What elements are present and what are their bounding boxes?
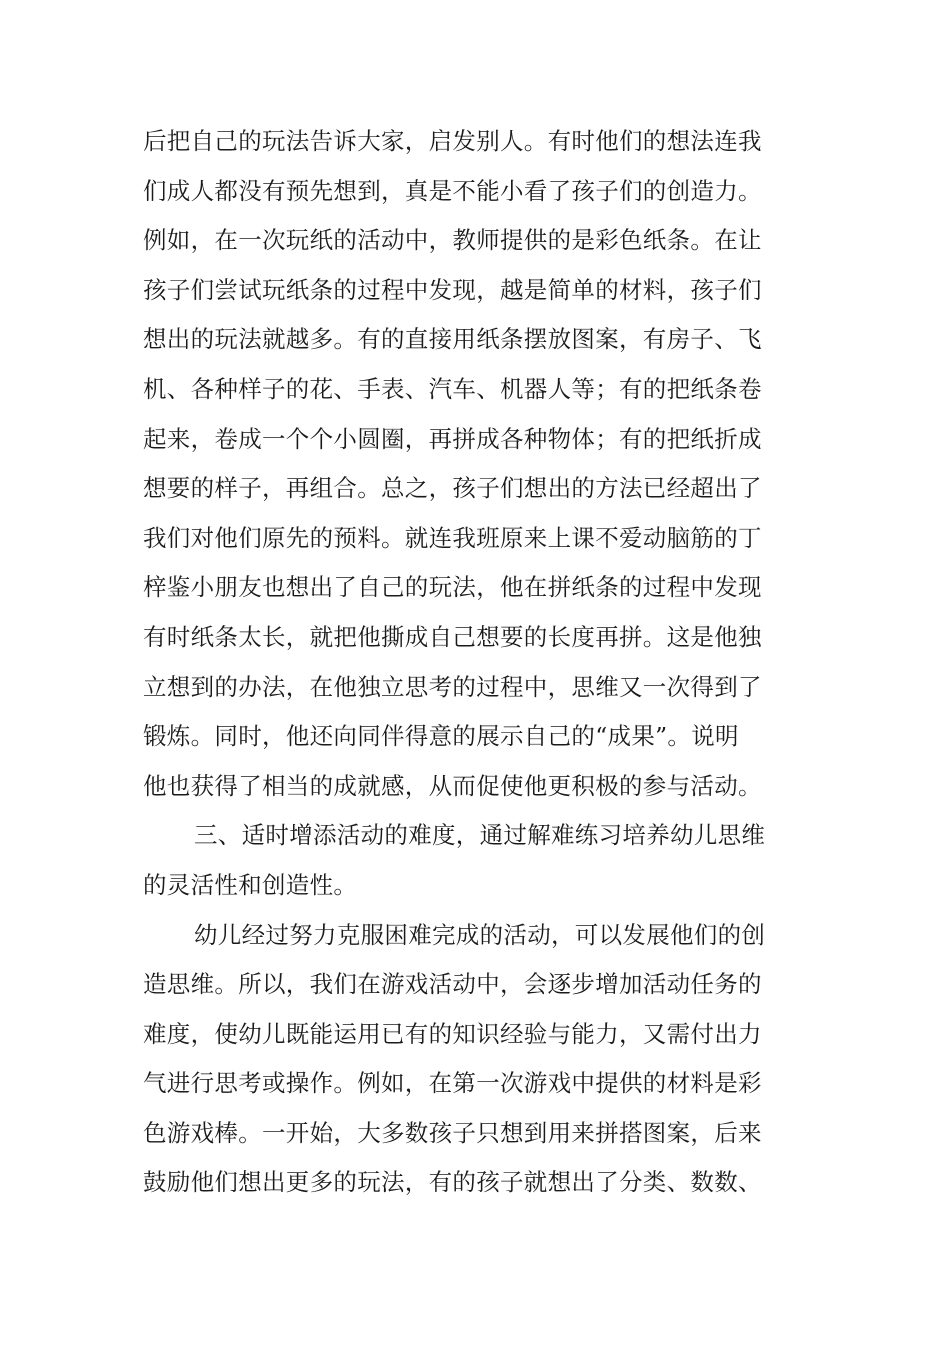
text-line: 我们对他们原先的预料。就连我班原来上课不爱动脑筋的丁 bbox=[143, 523, 762, 552]
text-line: 立想到的办法，在他独立思考的过程中，思维又一次得到了 bbox=[143, 672, 762, 701]
text-line: 气进行思考或操作。例如，在第一次游戏中提供的材料是彩 bbox=[143, 1069, 762, 1098]
text-line: 他也获得了相当的成就感，从而促使他更积极的参与活动。 bbox=[143, 771, 762, 800]
text-line: 鼓励他们想出更多的玩法，有的孩子就想出了分类、数数、 bbox=[143, 1168, 762, 1197]
text-line: 有时纸条太长，就把他撕成自己想要的长度再拼。这是他独 bbox=[143, 622, 762, 651]
text-line: 例如，在一次玩纸的活动中，教师提供的是彩色纸条。在让 bbox=[143, 226, 762, 255]
text-line: 起来，卷成一个个小圆圈，再拼成各种物体；有的把纸折成 bbox=[143, 424, 762, 453]
text-line: 色游戏棒。一开始，大多数孩子只想到用来拼搭图案，后来 bbox=[143, 1118, 762, 1147]
text-line: 后把自己的玩法告诉大家，启发别人。有时他们的想法连我 bbox=[143, 127, 762, 155]
body-text bbox=[143, 117, 766, 1208]
text-line: 机、各种样子的花、手表、汽车、机器人等；有的把纸条卷 bbox=[143, 374, 762, 403]
text-line: 难度，使幼儿既能运用已有的知识经验与能力，又需付出力 bbox=[143, 1019, 762, 1048]
text-line: 锻炼。同时，他还向同伴得意的展示自己的“成果”。说明 bbox=[143, 722, 739, 751]
text-line: 想要的样子，再组合。总之，孩子们想出的方法已经超出了 bbox=[143, 474, 762, 503]
paragraph-start-line: 幼儿经过努力克服困难完成的活动，可以发展他们的创 bbox=[194, 920, 766, 949]
text-line: 梓鉴小朋友也想出了自己的玩法，他在拼纸条的过程中发现 bbox=[143, 573, 762, 602]
text-line: 造思维。所以，我们在游戏活动中，会逐步增加活动任务的 bbox=[143, 970, 762, 999]
text-line: 们成人都没有预先想到，真是不能小看了孩子们的创造力。 bbox=[143, 176, 762, 205]
text-line: 想出的玩法就越多。有的直接用纸条摆放图案，有房子、飞 bbox=[143, 325, 762, 354]
section-heading-line: 三、适时增添活动的难度，通过解难练习培养幼儿思维 bbox=[194, 821, 766, 850]
section-heading-line: 的灵活性和创造性。 bbox=[143, 870, 358, 899]
text-line: 孩子们尝试玩纸条的过程中发现，越是简单的材料，孩子们 bbox=[143, 275, 762, 304]
